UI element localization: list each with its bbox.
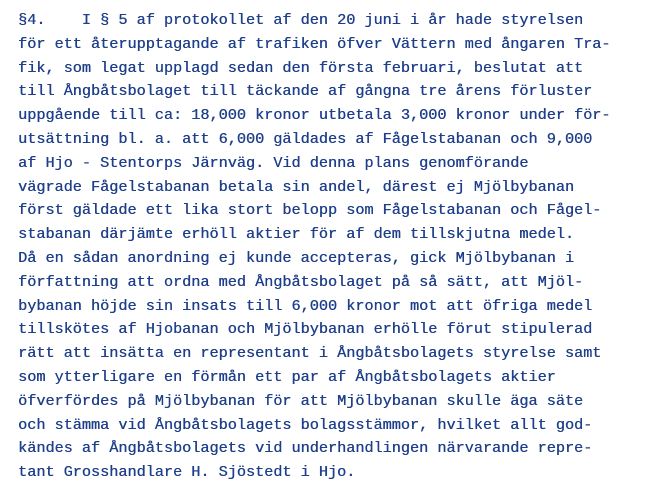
text-line: Då en sådan anordning ej kunde accepteras, gick Mjölbybanan i: [18, 248, 574, 267]
text-line: stabanan därjämte erhöll aktier för af dem tillskjutna medel.: [18, 225, 574, 244]
text-line: som ytterligare en förmån ett par af Ångbåtsbolagets aktier: [18, 367, 556, 386]
text-line: tillskötes af Hjobanan och Mjölbybanan erhölle förut stipulerad: [18, 320, 593, 339]
text-line: utsättning bl. a. att 6,000 gäldades af Fågelstabanan och 9,000: [18, 129, 593, 148]
text-line: till Ångbåtsbolaget till täckande af gångna tre årens förluster: [18, 82, 593, 101]
text-line: rätt att insätta en representant i Ångbåtsbolagets styrelse samt: [18, 344, 602, 363]
text-line: tant Grosshandlare H. Sjöstedt i Hjo.: [18, 463, 356, 482]
text-line: fik, som legat upplagd sedan den första februari, beslutat att: [18, 58, 584, 77]
text-line: författning att ordna med Ångbåtsbolaget på så sätt, att Mjöl-: [18, 272, 584, 291]
text-line: öfverfördes på Mjölbybanan för att Mjölbybanan skulle äga säte: [18, 391, 584, 410]
text-line: för ett återupptagande af trafiken öfver Vättern med ångaren Tra-: [18, 34, 611, 53]
text-line: bybanan höjde sin insats till 6,000 kronor mot att öfriga medel: [18, 296, 593, 315]
text-line: och stämma vid Ångbåtsbolagets bolagsstämmor, hvilket allt god-: [18, 415, 593, 434]
text-line: vägrade Fågelstabanan betala sin andel, därest ej Mjölbybanan: [18, 177, 574, 196]
text-line: kändes af Ångbåtsbolagets vid underhandlingen närvarande repre-: [18, 439, 593, 458]
text-line: först gäldade ett lika stort belopp som Fågelstabanan och Fågel-: [18, 201, 602, 220]
text-line: §4. I § 5 af protokollet af den 20 juni i år hade styrelsen: [18, 11, 584, 29]
paragraph-section-4: [18, 9, 648, 485]
text-line: uppgående till ca: 18,000 kronor utbetala 3,000 kronor under för-: [18, 106, 611, 125]
text-line: af Hjo - Stentorps Järnväg. Vid denna plans genomförande: [18, 153, 529, 172]
